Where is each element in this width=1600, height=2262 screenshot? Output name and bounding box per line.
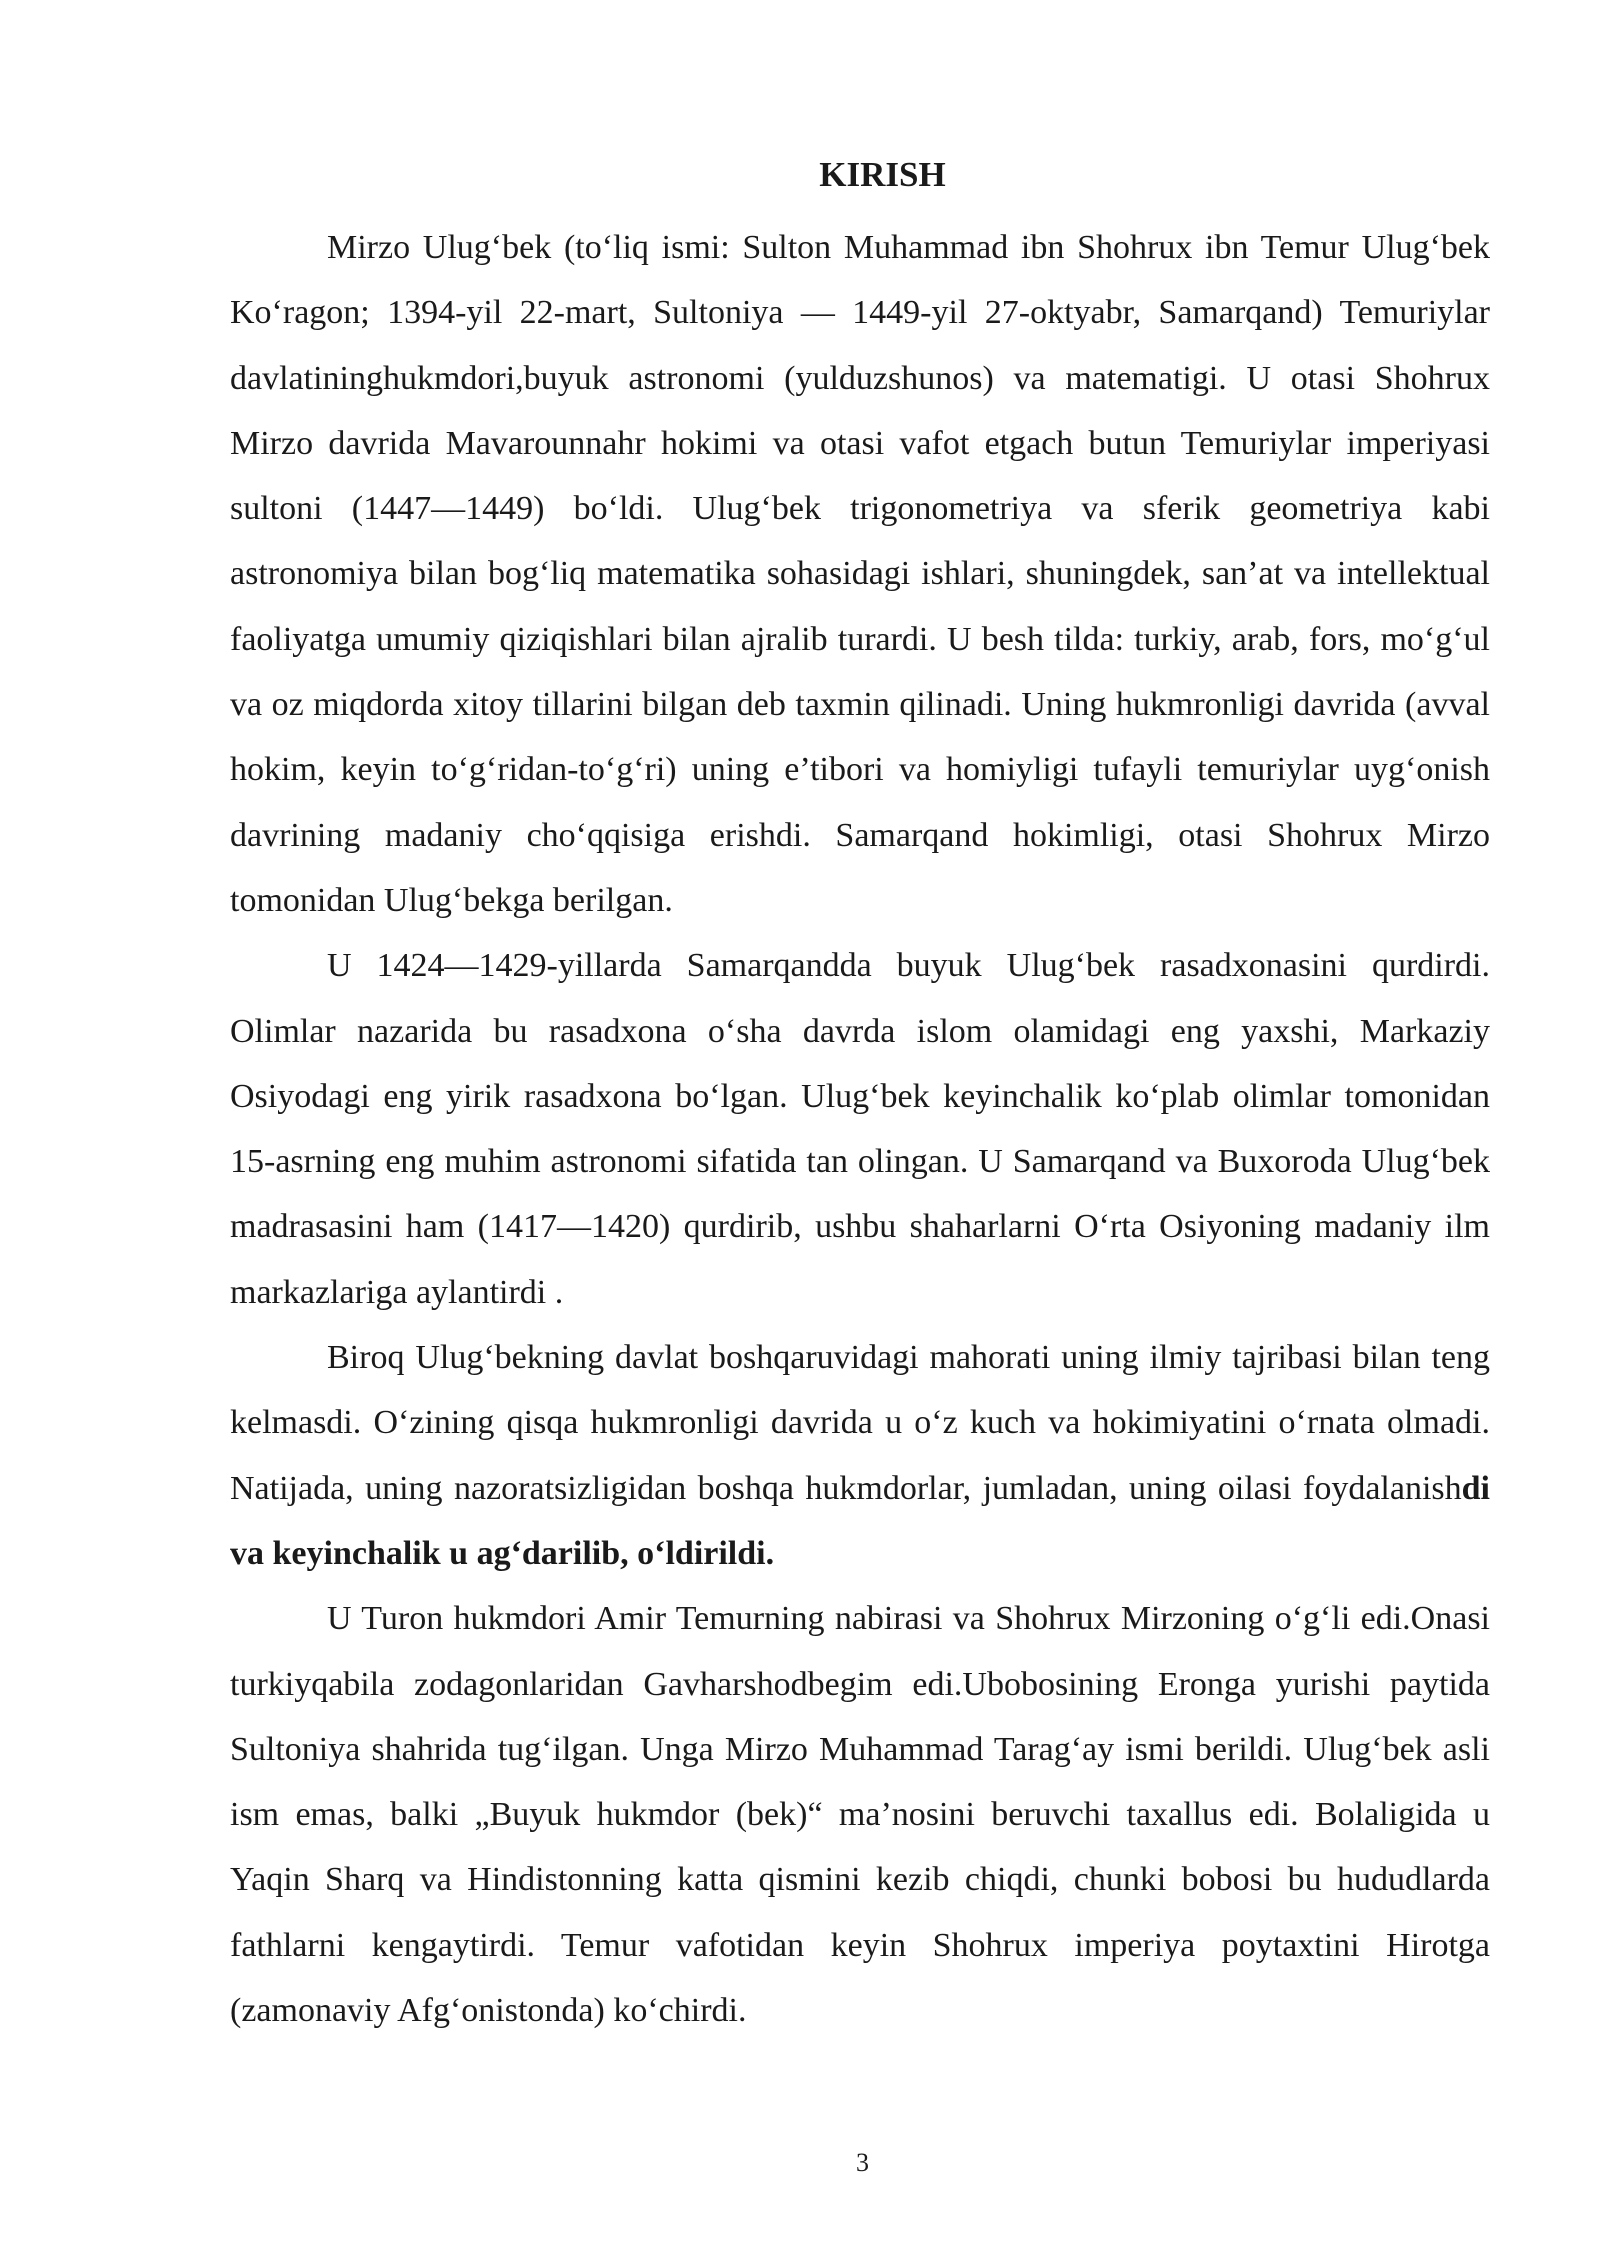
paragraph-2 bbox=[230, 933, 1490, 1325]
section-heading: KIRISH bbox=[819, 155, 946, 194]
paragraph-3 bbox=[230, 1325, 1490, 1586]
paragraph-text: U Turon hukmdori Amir Temurning nabirasi va Shohrux Mirzoning o‘g‘li edi.Onasi turkiyqabila zodagonlaridan Gavharshodbegim edi.Ubobosining Eronga yurishi paytida Sultoniya shahrida tug‘ilgan. Unga Mirzo Muhammad Tarag‘ay ismi berildi. Ulug‘bek asli ism emas, balki „Buyuk hukmdor (bek)“ ma’nosini beruvchi taxallus edi. Bolaligida u Yaqin Sharq va Hindistonning katta qismini kezib chiqdi, chunki bobosi bu hududlarda fathlarni kengaytirdi. Temur vafotidan keyin Shohrux imperiya poytaxtini Hirotga (zamonaviy Afg‘onistonda) ko‘chirdi. bbox=[230, 1600, 1490, 2030]
paragraph-4 bbox=[230, 1586, 1490, 2043]
paragraph-1 bbox=[230, 215, 1490, 933]
paragraph-text: Biroq Ulug‘bekning davlat boshqaruvidagi mahorati uning ilmiy tajribasi bilan teng kelmasdi. O‘zining qisqa hukmronligi davrida u o‘z kuch va hokimiyatini o‘rnata olmadi. Natijada, uning nazoratsizligidan boshqa hukmdorlar, jumladan, uning oilasi foydalanish bbox=[230, 1339, 1490, 1507]
document-page bbox=[230, 150, 1490, 2043]
page-number: 3 bbox=[856, 2148, 869, 2177]
paragraph-bold-text: di va keyinchalik u ag‘darilib, o‘ldirildi. bbox=[230, 1469, 1490, 1572]
paragraph-text: Mirzo Ulug‘bek (to‘liq ismi: Sulton Muhammad ibn Shohrux ibn Temur Ulug‘bek Ko‘ragon; 1394-yil 22-mart, Sultoniya — 1449-yil 27-oktyabr, Samarqand) Temuriylar davlatininghukmdori,buyuk astronomi (yulduzshunos) va matematigi. U otasi Shohrux Mirzo davrida Mavarounnahr hokimi va otasi vafot etgach butun Temuriylar imperiyasi sultoni (1447—1449) bo‘ldi. Ulug‘bek trigonometriya va sferik geometriya kabi astronomiya bilan bog‘liq matematika sohasidagi ishlari, shuningdek, san’at va intellektual faoliyatga umumiy qiziqishlari bilan ajralib turardi. U besh tilda: turkiy, arab, fors, mo‘g‘ul va oz miqdorda xitoy tillarini bilgan deb taxmin qilinadi. Uning hukmronligi davrida (avval hokim, keyin to‘g‘ridan-to‘g‘ri) uning e’tibori va homiyligi tufayli temuriylar uyg‘onish davrining madaniy cho‘qqisiga erishdi. Samarqand hokimligi, otasi Shohrux Mirzo tomonidan Ulug‘bekga berilgan. bbox=[230, 229, 1490, 919]
paragraph-text: U 1424—1429-yillarda Samarqandda buyuk Ulug‘bek rasadxonasini qurdirdi. Olimlar nazarida bu rasadxona o‘sha davrda islom olamidagi eng yaxshi, Markaziy Osiyodagi eng yirik rasadxona bo‘lgan. Ulug‘bek keyinchalik ko‘plab olimlar tomonidan 15-asrning eng muhim astronomi sifatida tan olingan. U Samarqand va Buxoroda Ulug‘bek madrasasini ham (1417—1420) qurdirib, ushbu shaharlarni O‘rta Osiyoning madaniy ilm markazlariga aylantirdi . bbox=[230, 947, 1490, 1311]
